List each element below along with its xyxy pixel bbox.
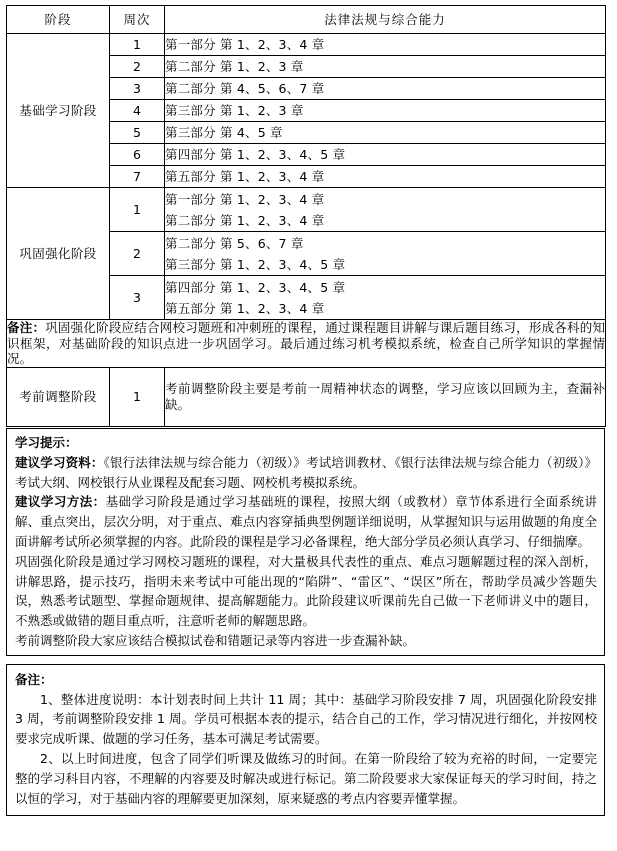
week-number: 7 [110,166,165,188]
table-row [7,34,606,56]
tips-method-label: 建议学习方法： [15,494,106,510]
week-content [165,78,606,100]
header-stage: 阶段 [7,6,110,34]
content-line: 第二部分 第 4、5、6、7 章 [165,81,325,96]
header-subject: 法律法规与综合能力 [165,6,606,34]
note-text: 巩固强化阶段应结合网校习题班和冲刺班的课程，通过课程题目讲解与课后题目练习，形成各科的知识框架，对基础阶段的知识点进一步巩固学习。最后通过练习机考模拟系统，检查自己所学知识的掌握情况。 [7,320,605,367]
table-header-row [7,6,606,34]
week-number: 3 [110,276,165,320]
week-content [165,188,606,232]
stage-name-basic: 基础学习阶段 [7,34,110,188]
week-number: 2 [110,56,165,78]
tips-consolidation: 巩固强化阶段是通过学习网校习题班的课程，对大量极具代表性的重点、难点习题解题过程的深入剖析，讲解思路，提示技巧，指明未来考试中可能出现的“陷阱”、“雷区”、“误区”所在，帮助学员减少答题失误，熟悉考试题型、掌握命题规律、提高解题能力。此阶段建议听课前先自己做一下老师讲义中的题目，不熟悉或做错的题目重点听，注意听老师的解题思路。 [15,553,597,629]
study-schedule-table [6,5,606,427]
week-content [165,122,606,144]
week-number: 3 [110,78,165,100]
table-row [7,188,606,232]
adjustment-content: 考前调整阶段主要是考前一周精神状态的调整，学习应该以回顾为主，查漏补缺。 [165,367,606,426]
footnote-title-text: 备注： [15,671,53,687]
content-line: 第二部分 第 1、2、3、4 章 [165,212,325,228]
week-content [165,56,606,78]
footnote-title [15,670,597,690]
tips-materials-text: 《银行法律法规与综合能力（初级）》考试培训教材、《银行法律法规与综合能力（初级）》考试大纲、网校银行从业课程及配套习题、网校机考模拟系统。 [15,454,597,490]
footnote-item-2: 2、以上时间进度，包含了同学们听课及做练习的时间。在第一阶段给了较为充裕的时间，一定要完整的学习科目内容，不理解的内容要及时解决或进行标记。第二阶段要求大家保证每天的学习时间，持之以恒的学习，对于基础内容的理解要更加深刻，原来疑惑的考点内容要弄懂掌握。 [15,751,597,806]
tips-method-text: 基础学习阶段是通过学习基础班的课程，按照大纲（或教材）章节体系进行全面系统讲解、重点突出，层次分明，对于重点、难点内容穿插典型例题详细说明，从掌握知识与运用做题的角度全面讲解考试所必须掌握的内容。此阶段的课程是学习必备课程，绝大部分学员必须认真学习、仔细揣摩。 [15,494,597,549]
table-row [7,367,606,426]
week-number: 5 [110,122,165,144]
week-content [165,166,606,188]
study-tips-box [6,428,605,656]
content-line: 第一部分 第 1、2、3、4 章 [165,191,325,207]
header-week: 周次 [110,6,165,34]
content-line: 第二部分 第 1、2、3 章 [165,59,304,74]
week-number: 2 [110,232,165,276]
tips-method [15,492,597,551]
stage-name-consolidation: 巩固强化阶段 [7,188,110,320]
week-content [165,100,606,122]
content-line: 第三部分 第 1、2、3、4、5 章 [165,256,346,272]
consolidation-note [7,320,606,368]
week-number: 6 [110,144,165,166]
week-content [165,34,606,56]
week-number: 4 [110,100,165,122]
content-line: 第四部分 第 1、2、3、4、5 章 [165,147,346,162]
content-line: 第四部分 第 1、2、3、4、5 章 [165,279,346,295]
content-line: 第五部分 第 1、2、3、4 章 [165,300,325,316]
week-number: 1 [110,34,165,56]
week-content [165,232,606,276]
content-line: 第一部分 第 1、2、3、4 章 [165,37,325,52]
tips-title [15,433,597,453]
content-line: 第五部分 第 1、2、3、4 章 [165,169,325,184]
content-line: 第三部分 第 1、2、3 章 [165,103,304,118]
week-number: 1 [110,188,165,232]
week-content [165,276,606,320]
tips-title-text: 学习提示： [15,434,78,450]
tips-materials [15,453,597,493]
content-line: 第二部分 第 5、6、7 章 [165,235,304,251]
content-line: 第三部分 第 4、5 章 [165,125,283,140]
footnote-item-1: 1、整体进度说明：本计划表时间上共计 11 周；其中：基础学习阶段安排 7 周，巩固强化阶段安排 3 周，考前调整阶段安排 1 周。学员可根据本表的提示，结合自己的工作，学习情况进行细化，并按网校要求完成听课、做题的学习任务，基本可满足考试需要。 [15,691,597,747]
week-content [165,144,606,166]
table-note-row [7,320,606,368]
tips-adjustment: 考前调整阶段大家应该结合模拟试卷和错题记录等内容进一步查漏补缺。 [15,633,416,648]
footnote-box [6,664,605,816]
tips-materials-label: 建议学习资料： [15,454,104,470]
stage-name-adjustment: 考前调整阶段 [7,367,110,426]
note-label: 备注： [7,320,46,335]
week-number: 1 [110,367,165,426]
